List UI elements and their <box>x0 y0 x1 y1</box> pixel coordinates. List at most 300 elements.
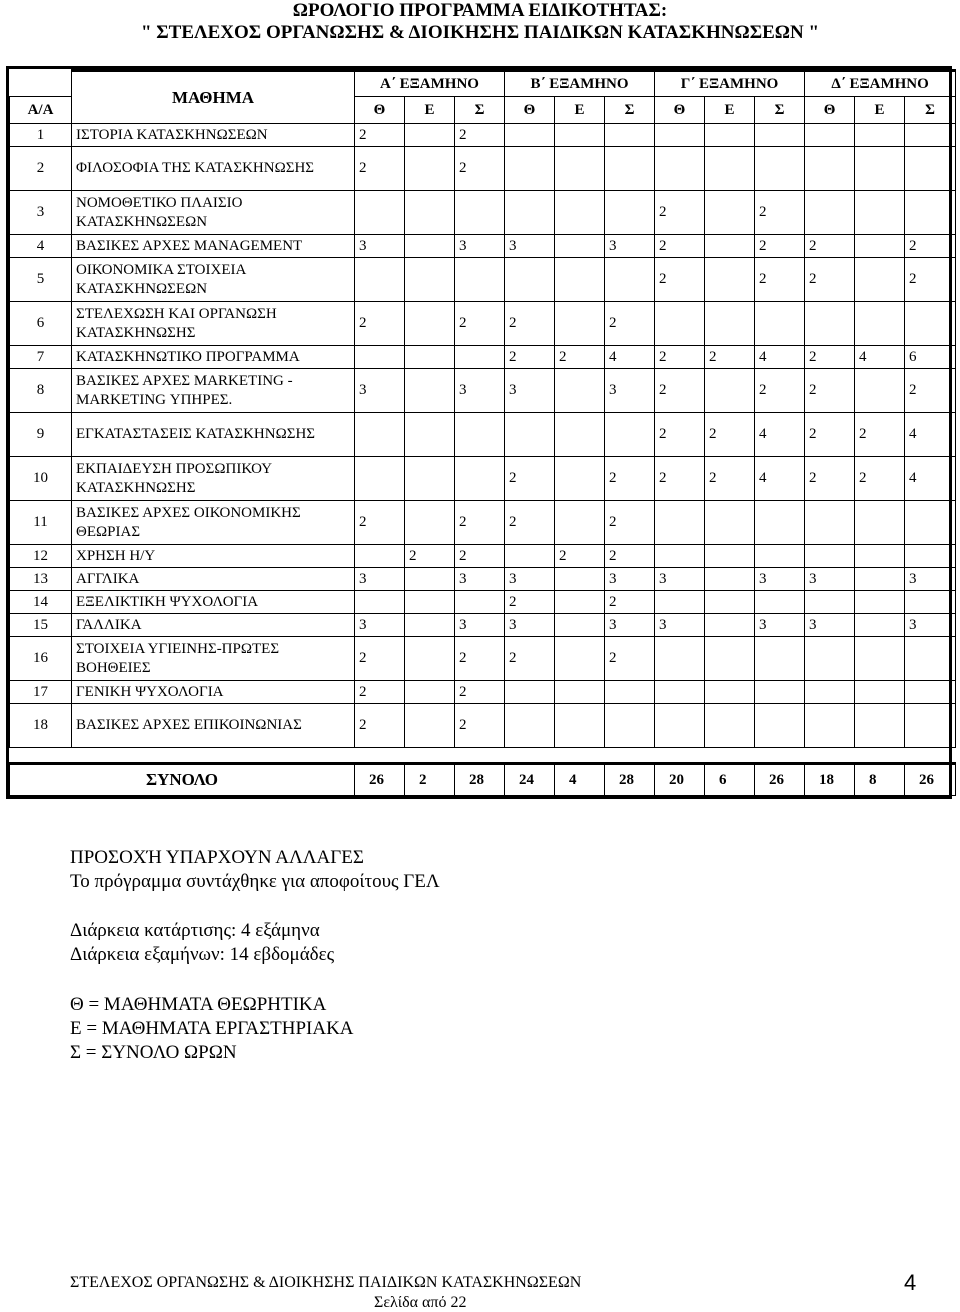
hours-cell <box>905 302 956 346</box>
row-number: 2 <box>10 147 72 191</box>
subheader-cell: Θ <box>655 97 705 124</box>
semester-length-note: Διάρκεια εξαμήνων: 14 εβδομάδες <box>70 944 335 965</box>
total-label: ΣΥΝΟΛΟ <box>10 764 355 796</box>
hours-cell <box>905 637 956 681</box>
hours-cell <box>805 681 855 704</box>
hours-cell <box>805 124 855 147</box>
row-number: 17 <box>10 681 72 704</box>
hours-cell: 2 <box>655 258 705 302</box>
hours-cell <box>905 147 956 191</box>
hours-cell <box>655 704 705 748</box>
hours-cell: 2 <box>605 637 655 681</box>
hours-cell <box>905 501 956 545</box>
hours-cell <box>405 637 455 681</box>
page-of: Σελίδα από 22 <box>374 1294 467 1311</box>
hours-cell: 3 <box>505 568 555 591</box>
subject-name: ΕΓΚΑΤΑΣΤΑΣΕΙΣ ΚΑΤΑΣΚΗΝΩΣΗΣ <box>72 413 355 457</box>
subject-name: ΣΤΟΙΧΕΙΑ ΥΓΙΕΙΝΗΣ-ΠΡΩΤΕΣ ΒΟΗΘΕΙΕΣ <box>72 637 355 681</box>
hours-cell: 2 <box>655 457 705 501</box>
hours-cell <box>555 191 605 235</box>
hours-cell: 3 <box>805 614 855 637</box>
hours-cell: 4 <box>755 413 805 457</box>
hours-cell <box>805 147 855 191</box>
hours-cell: 3 <box>655 568 705 591</box>
table-row <box>10 501 956 545</box>
hours-cell: 2 <box>905 258 956 302</box>
hours-cell <box>555 704 605 748</box>
hours-cell <box>755 545 805 568</box>
hours-cell: 2 <box>355 501 405 545</box>
hours-cell <box>405 235 455 258</box>
hours-cell <box>555 147 605 191</box>
subject-name: ΒΑΣΙΚΕΣ ΑΡΧΕΣ ΟΙΚΟΝΟΜΙΚΗΣ ΘΕΩΡΙΑΣ <box>72 501 355 545</box>
semester-b-header: Β΄ ΕΞΑΜΗΝΟ <box>505 71 655 97</box>
row-number: 18 <box>10 704 72 748</box>
hours-cell: 2 <box>455 637 505 681</box>
hours-cell <box>405 147 455 191</box>
header-corner <box>10 71 72 97</box>
hours-cell <box>705 235 755 258</box>
hours-cell: 2 <box>805 258 855 302</box>
hours-cell <box>455 191 505 235</box>
hours-cell: 2 <box>455 501 505 545</box>
hours-cell: 2 <box>605 591 655 614</box>
hours-cell <box>505 147 555 191</box>
total-cell: 8 <box>855 764 905 796</box>
hours-cell <box>555 501 605 545</box>
hours-cell <box>705 124 755 147</box>
hours-cell <box>355 191 405 235</box>
hours-cell: 2 <box>455 147 505 191</box>
row-number: 5 <box>10 258 72 302</box>
subheader-cell: Ε <box>855 97 905 124</box>
hours-cell: 2 <box>505 501 555 545</box>
hours-cell <box>705 591 755 614</box>
hours-cell <box>855 191 905 235</box>
hours-cell <box>855 568 905 591</box>
hours-cell: 3 <box>355 614 405 637</box>
total-cell: 26 <box>905 764 956 796</box>
title-line-1: ΩΡΟΛΟΓΙΟ ΠΡΟΓΡΑΜΜΑ ΕΙΔΙΚΟΤΗΤΑΣ: <box>292 0 668 21</box>
hours-cell <box>655 545 705 568</box>
hours-cell: 3 <box>455 235 505 258</box>
hours-cell <box>705 545 755 568</box>
hours-cell: 3 <box>905 614 956 637</box>
subheader-cell: Ε <box>405 97 455 124</box>
hours-cell: 2 <box>655 191 705 235</box>
subject-name: ΟΙΚΟΝΟΜΙΚΑ ΣΤΟΙΧΕΙΑ ΚΑΤΑΣΚΗΝΩΣΕΩΝ <box>72 258 355 302</box>
hours-cell <box>355 346 405 369</box>
hours-cell <box>655 302 705 346</box>
changes-notice: ΠΡΟΣΟΧΉ ΥΠΑΡΧΟΥΝ ΑΛΛΑΓΕΣ <box>70 847 364 868</box>
hours-cell <box>805 545 855 568</box>
subheader-cell: Σ <box>455 97 505 124</box>
hours-cell: 4 <box>755 457 805 501</box>
total-cell: 4 <box>555 764 605 796</box>
hours-cell <box>705 191 755 235</box>
hours-cell <box>705 147 755 191</box>
hours-cell <box>855 258 905 302</box>
subject-name: ΝΟΜΟΘΕΤΙΚΟ ΠΛΑΙΣΙΟ ΚΑΤΑΣΚΗΝΩΣΕΩΝ <box>72 191 355 235</box>
semester-header-row <box>10 71 956 97</box>
hours-cell: 3 <box>505 614 555 637</box>
total-row <box>10 764 956 796</box>
hours-cell <box>855 614 905 637</box>
duration-note: Διάρκεια κατάρτισης: 4 εξάμηνα <box>70 920 320 941</box>
hours-cell <box>505 191 555 235</box>
total-cell: 28 <box>455 764 505 796</box>
schedule-table-frame <box>6 66 952 799</box>
semester-c-header: Γ΄ ΕΞΑΜΗΝΟ <box>655 71 805 97</box>
hours-cell <box>705 704 755 748</box>
hours-cell <box>455 457 505 501</box>
row-number: 6 <box>10 302 72 346</box>
hours-cell: 2 <box>505 346 555 369</box>
hours-cell <box>705 614 755 637</box>
hours-cell: 2 <box>455 302 505 346</box>
hours-cell <box>605 258 655 302</box>
hours-cell <box>905 124 956 147</box>
hours-cell <box>555 124 605 147</box>
hours-cell <box>405 191 455 235</box>
hours-cell <box>405 413 455 457</box>
row-number: 8 <box>10 369 72 413</box>
hours-cell <box>755 302 805 346</box>
hours-cell <box>405 591 455 614</box>
hours-cell: 3 <box>605 568 655 591</box>
hours-cell: 2 <box>705 413 755 457</box>
hours-cell: 2 <box>605 457 655 501</box>
hours-cell: 2 <box>805 235 855 258</box>
hours-cell <box>555 637 605 681</box>
hours-cell: 2 <box>355 124 405 147</box>
subject-name: ΦΙΛΟΣΟΦΙΑ ΤΗΣ ΚΑΤΑΣΚΗΝΩΣΗΣ <box>72 147 355 191</box>
hours-cell: 2 <box>805 457 855 501</box>
table-row <box>10 302 956 346</box>
hours-cell <box>905 591 956 614</box>
subject-name: ΒΑΣΙΚΕΣ ΑΡΧΕΣ ΕΠΙΚΟΙΝΩΝΙΑΣ <box>72 704 355 748</box>
hours-cell: 2 <box>905 369 956 413</box>
hours-cell <box>705 501 755 545</box>
hours-cell <box>655 637 705 681</box>
hours-cell <box>705 681 755 704</box>
hours-cell <box>605 704 655 748</box>
legend-total: Σ = ΣΥΝΟΛΟ ΩΡΩΝ <box>70 1042 237 1063</box>
page-number: 4 <box>904 1270 917 1295</box>
hours-cell <box>855 545 905 568</box>
subject-name: ΓΕΝΙΚΗ ΨΥΧΟΛΟΓΙΑ <box>72 681 355 704</box>
hours-cell: 2 <box>355 147 405 191</box>
subject-header: ΜΑΘΗΜΑ <box>72 71 355 124</box>
hours-cell: 2 <box>505 591 555 614</box>
hours-cell: 3 <box>755 568 805 591</box>
hours-cell <box>705 637 755 681</box>
hours-cell <box>455 591 505 614</box>
hours-cell: 2 <box>705 457 755 501</box>
spacer-row <box>10 748 956 764</box>
hours-cell <box>855 235 905 258</box>
hours-cell <box>555 591 605 614</box>
table-row <box>10 235 956 258</box>
hours-cell <box>505 704 555 748</box>
row-number: 4 <box>10 235 72 258</box>
hours-cell <box>655 501 705 545</box>
hours-cell: 2 <box>855 457 905 501</box>
hours-cell <box>755 501 805 545</box>
hours-cell <box>705 568 755 591</box>
hours-cell: 2 <box>355 302 405 346</box>
hours-cell <box>355 545 405 568</box>
hours-cell: 3 <box>455 614 505 637</box>
hours-cell <box>755 704 805 748</box>
hours-cell: 2 <box>605 545 655 568</box>
hours-cell <box>355 457 405 501</box>
table-row <box>10 568 956 591</box>
subheader-cell: Θ <box>355 97 405 124</box>
row-number: 13 <box>10 568 72 591</box>
semester-d-header: Δ΄ ΕΞΑΜΗΝΟ <box>805 71 956 97</box>
subject-name: ΑΓΓΛΙΚΑ <box>72 568 355 591</box>
table-row <box>10 614 956 637</box>
total-cell: 20 <box>655 764 705 796</box>
row-number: 7 <box>10 346 72 369</box>
total-cell: 18 <box>805 764 855 796</box>
hours-cell <box>855 369 905 413</box>
hours-cell <box>355 258 405 302</box>
title-line-2: " ΣΤΕΛΕΧΟΣ ΟΡΓΑΝΩΣΗΣ & ΔΙΟΙΚΗΣΗΣ ΠΑΙΔΙΚΩΝ ΚΑΤΑΣΚΗΝΩΣΕΩΝ " <box>140 22 820 43</box>
hours-cell <box>555 235 605 258</box>
total-cell: 26 <box>355 764 405 796</box>
subject-name: ΒΑΣΙΚΕΣ ΑΡΧΕΣ MARKETING - MARKETING ΥΠΗΡΕΣ. <box>72 369 355 413</box>
table-row <box>10 545 956 568</box>
table-row <box>10 258 956 302</box>
subheader-cell: Ε <box>555 97 605 124</box>
hours-cell <box>455 258 505 302</box>
row-number: 9 <box>10 413 72 457</box>
hours-cell <box>405 501 455 545</box>
row-number: 14 <box>10 591 72 614</box>
subject-name: ΧΡΗΣΗ Η/Υ <box>72 545 355 568</box>
hours-cell: 2 <box>655 413 705 457</box>
hours-cell: 2 <box>455 124 505 147</box>
hours-cell: 2 <box>755 191 805 235</box>
hours-cell: 3 <box>455 369 505 413</box>
hours-cell <box>905 681 956 704</box>
hours-cell: 3 <box>755 614 805 637</box>
hours-cell: 2 <box>505 302 555 346</box>
hours-cell: 3 <box>605 235 655 258</box>
hours-cell: 4 <box>605 346 655 369</box>
hours-cell <box>905 704 956 748</box>
hours-cell: 2 <box>755 369 805 413</box>
subheader-cell: Θ <box>505 97 555 124</box>
hours-cell: 2 <box>455 681 505 704</box>
hours-cell <box>505 258 555 302</box>
table-row <box>10 147 956 191</box>
hours-cell: 2 <box>605 302 655 346</box>
hours-cell: 3 <box>605 614 655 637</box>
hours-cell <box>405 302 455 346</box>
table-row <box>10 191 956 235</box>
row-number: 16 <box>10 637 72 681</box>
row-number: 3 <box>10 191 72 235</box>
hours-cell: 2 <box>605 501 655 545</box>
table-row <box>10 704 956 748</box>
hours-cell <box>405 457 455 501</box>
table-row <box>10 591 956 614</box>
row-number: 10 <box>10 457 72 501</box>
hours-cell <box>805 637 855 681</box>
subject-name: ΣΤΕΛΕΧΩΣΗ ΚΑΙ ΟΡΓΑΝΩΣΗ ΚΑΤΑΣΚΗΝΩΣΗΣ <box>72 302 355 346</box>
hours-cell <box>855 302 905 346</box>
hours-cell <box>755 681 805 704</box>
hours-cell <box>655 124 705 147</box>
hours-cell: 3 <box>805 568 855 591</box>
subheader-cell: Ε <box>705 97 755 124</box>
subheader-cell: Σ <box>905 97 956 124</box>
subject-name: ΓΑΛΛΙΚΑ <box>72 614 355 637</box>
table-row <box>10 124 956 147</box>
hours-cell <box>355 413 405 457</box>
total-cell: 24 <box>505 764 555 796</box>
hours-cell <box>405 369 455 413</box>
table-row <box>10 637 956 681</box>
hours-cell: 2 <box>805 413 855 457</box>
table-row <box>10 413 956 457</box>
hours-cell <box>505 413 555 457</box>
hours-cell: 4 <box>905 457 956 501</box>
hours-cell <box>405 258 455 302</box>
hours-cell: 2 <box>555 346 605 369</box>
total-cell: 28 <box>605 764 655 796</box>
hours-cell: 4 <box>855 346 905 369</box>
hours-cell: 2 <box>505 637 555 681</box>
hours-cell <box>555 258 605 302</box>
hours-cell <box>705 258 755 302</box>
hours-cell: 3 <box>655 614 705 637</box>
hours-cell <box>855 681 905 704</box>
hours-cell: 4 <box>905 413 956 457</box>
subheader-cell: Θ <box>805 97 855 124</box>
hours-cell: 2 <box>655 346 705 369</box>
hours-cell: 6 <box>905 346 956 369</box>
hours-cell <box>855 501 905 545</box>
hours-cell <box>755 147 805 191</box>
row-number: 12 <box>10 545 72 568</box>
subject-name: ΕΞΕΛΙΚΤΙΚΗ ΨΥΧΟΛΟΓΙΑ <box>72 591 355 614</box>
hours-cell <box>705 369 755 413</box>
hours-cell <box>405 568 455 591</box>
hours-cell <box>605 681 655 704</box>
hours-cell <box>805 591 855 614</box>
hours-cell <box>555 413 605 457</box>
hours-cell <box>455 413 505 457</box>
subject-name: ΒΑΣΙΚΕΣ ΑΡΧΕΣ MANAGEMENT <box>72 235 355 258</box>
hours-cell: 2 <box>405 545 455 568</box>
hours-cell <box>555 568 605 591</box>
hours-cell: 2 <box>905 235 956 258</box>
hours-cell <box>405 681 455 704</box>
hours-cell <box>405 704 455 748</box>
hours-cell <box>605 191 655 235</box>
hours-cell: 2 <box>455 545 505 568</box>
hours-cell: 2 <box>455 704 505 748</box>
hours-cell: 3 <box>505 369 555 413</box>
hours-cell <box>855 591 905 614</box>
hours-cell <box>855 124 905 147</box>
hours-cell <box>855 704 905 748</box>
total-cell: 6 <box>705 764 755 796</box>
subject-name: ΙΣΤΟΡΙΑ ΚΑΤΑΣΚΗΝΩΣΕΩΝ <box>72 124 355 147</box>
hours-cell <box>405 346 455 369</box>
audience-note: Το πρόγραμμα συντάχθηκε για αποφοίτους ΓΕΛ <box>70 871 440 892</box>
hours-cell <box>805 302 855 346</box>
hours-cell <box>555 614 605 637</box>
hours-cell: 2 <box>755 258 805 302</box>
subject-name: ΕΚΠΑΙΔΕΥΣΗ ΠΡΟΣΩΠΙΚΟΥ ΚΑΤΑΣΚΗΝΩΣΗΣ <box>72 457 355 501</box>
hours-cell: 3 <box>505 235 555 258</box>
hours-cell: 3 <box>905 568 956 591</box>
hours-cell <box>905 191 956 235</box>
hours-cell <box>605 147 655 191</box>
hours-cell <box>755 124 805 147</box>
hours-cell: 3 <box>355 568 405 591</box>
schedule-table <box>9 69 956 796</box>
hours-cell: 2 <box>505 457 555 501</box>
subheader-cell: Σ <box>605 97 655 124</box>
table-row <box>10 681 956 704</box>
hours-cell <box>655 681 705 704</box>
hours-cell: 3 <box>355 235 405 258</box>
hours-cell <box>855 637 905 681</box>
hours-cell <box>805 191 855 235</box>
hours-cell <box>855 147 905 191</box>
hours-cell: 2 <box>805 346 855 369</box>
hours-cell <box>405 124 455 147</box>
hours-cell <box>355 591 405 614</box>
hours-cell: 3 <box>455 568 505 591</box>
schedule-rows <box>10 124 956 748</box>
row-number: 11 <box>10 501 72 545</box>
hours-cell <box>605 413 655 457</box>
hours-cell <box>655 147 705 191</box>
semester-a-header: Α΄ ΕΞΑΜΗΝΟ <box>355 71 505 97</box>
hours-cell: 3 <box>605 369 655 413</box>
hours-cell: 2 <box>355 704 405 748</box>
hours-cell <box>705 302 755 346</box>
hours-cell <box>805 501 855 545</box>
hours-cell: 4 <box>755 346 805 369</box>
total-cell: 26 <box>755 764 805 796</box>
footer-text: ΣΤΕΛΕΧΟΣ ΟΡΓΑΝΩΣΗΣ & ΔΙΟΙΚΗΣΗΣ ΠΑΙΔΙΚΩΝ ΚΑΤΑΣΚΗΝΩΣΕΩΝ <box>70 1274 582 1291</box>
total-cell: 2 <box>405 764 455 796</box>
row-number: 1 <box>10 124 72 147</box>
hours-cell <box>555 369 605 413</box>
legend-theory: Θ = ΜΑΘΗΜΑΤΑ ΘΕΩΡΗΤΙΚΑ <box>70 994 327 1015</box>
hours-cell: 3 <box>355 369 405 413</box>
hours-cell <box>655 591 705 614</box>
hours-cell: 2 <box>705 346 755 369</box>
table-row <box>10 457 956 501</box>
hours-cell <box>555 681 605 704</box>
spacer-cell <box>10 748 956 764</box>
hours-cell: 2 <box>655 235 705 258</box>
subject-name: ΚΑΤΑΣΚΗΝΩΤΙΚΟ ΠΡΟΓΡΑΜΜΑ <box>72 346 355 369</box>
hours-cell <box>905 545 956 568</box>
table-row <box>10 369 956 413</box>
hours-cell: 2 <box>355 637 405 681</box>
hours-cell <box>555 457 605 501</box>
